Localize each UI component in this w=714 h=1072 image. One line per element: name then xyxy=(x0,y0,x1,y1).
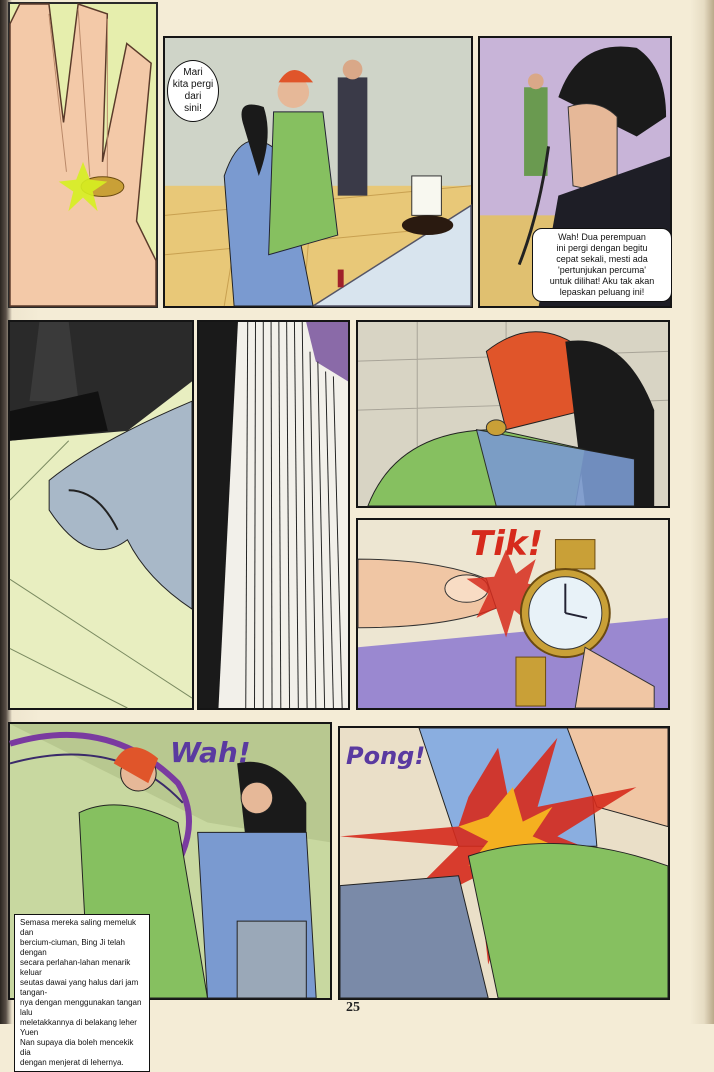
speech-balloon-wah xyxy=(532,228,672,302)
hand-ring-art xyxy=(10,4,156,306)
balloon-line: Mari xyxy=(183,67,203,78)
panel-struggle xyxy=(8,722,332,1067)
caption-line: secara perlahan-lahan menarik keluar xyxy=(20,958,131,977)
panel-man-phone xyxy=(478,36,672,308)
panel-bar-couple xyxy=(163,36,473,308)
panel-watch xyxy=(356,518,670,710)
balloon-line: kita pergi xyxy=(172,79,214,90)
narration-caption xyxy=(14,914,150,1072)
balloon-line: 'pertunjukan percuma' xyxy=(558,265,646,275)
panel-hand-ring xyxy=(8,2,158,308)
panel-feet-splash xyxy=(8,320,194,710)
sfx-pong: Pong! xyxy=(346,742,426,770)
caption-line: nya dengan menggunakan tangan lalu xyxy=(20,998,142,1017)
balloon-line: ini pergi dengan begitu xyxy=(556,243,648,253)
caption-line: dengan menjerat di lehernya. xyxy=(20,1058,124,1067)
speech-balloon-mari xyxy=(167,60,219,122)
sfx-tik: Tik! xyxy=(470,524,543,564)
speed-lines-art xyxy=(199,322,348,708)
balloon-line: Wah! Dua perempuan xyxy=(558,232,646,242)
feet-splash-art xyxy=(10,322,192,708)
caption-line: seutas dawai yang halus dari jam tangan- xyxy=(20,978,139,997)
panel-embrace xyxy=(356,320,670,508)
caption-line: Nan supaya dia boleh mencekik dia xyxy=(20,1038,134,1057)
caption-line: Semasa mereka saling memeluk dan xyxy=(20,918,137,937)
balloon-line: untuk dilihat! Aku tak akan xyxy=(549,276,655,286)
sfx-wah: Wah! xyxy=(170,736,251,769)
embrace-art xyxy=(358,322,668,506)
panel-speed-lines xyxy=(197,320,350,710)
balloon-line: lepaskan peluang ini! xyxy=(559,287,645,297)
caption-line: meletakkannya di belakang leher Yuen xyxy=(20,1018,137,1037)
page-number: 25 xyxy=(346,1000,360,1015)
balloon-line: sini! xyxy=(184,103,202,114)
caption-line: bercium-ciuman, Bing Ji telah dengan xyxy=(20,938,125,957)
panel-strike xyxy=(338,726,670,1000)
balloon-line: dari xyxy=(184,91,202,102)
balloon-line: cepat sekali, mesti ada xyxy=(556,254,648,264)
